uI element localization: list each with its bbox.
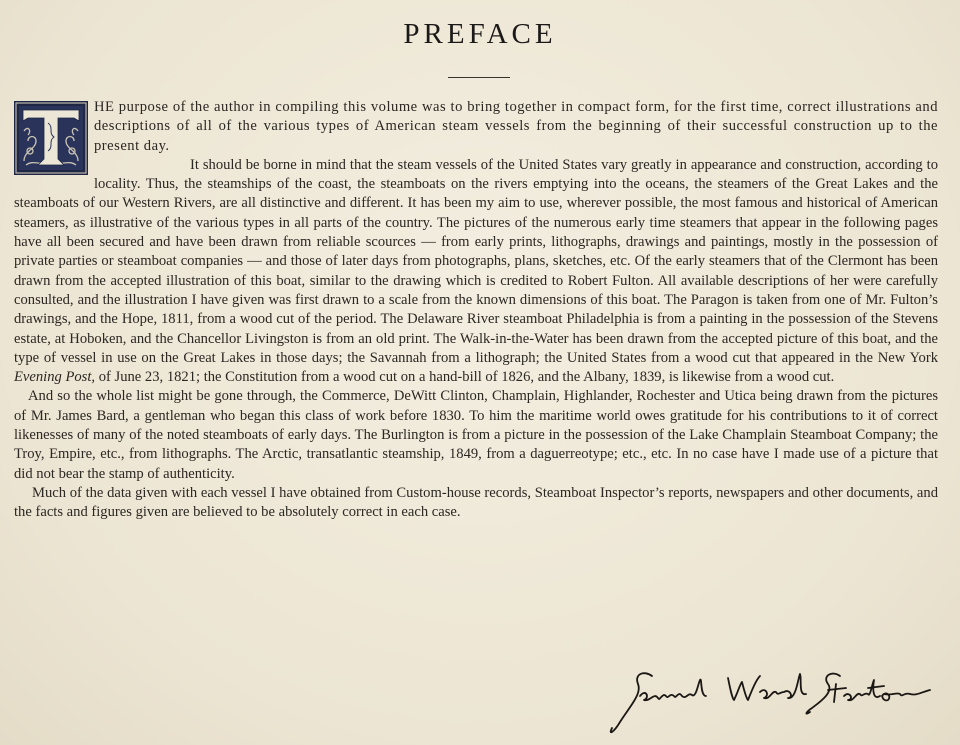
newspaper-title: Evening Post, [14,369,96,386]
paragraph-2-text: It should be borne in mind that the steam vessels of the United States vary greatly in appearance and construction, according to locality. Thus, the steamships of the coast, the steamboats on the rivers emptying into the oceans, the steamers of the Great Lakes and the steamboats of our Western Rivers, are all distinctive and different. It has been my aim to use, wherever possible, the most famous and historical of American steamers, as illustrative of the various types in all parts of the country. The pictures of the numerous early time steamers that appear in the following pages have all been secured and have been drawn from reliable scources — from early prints, lithographs, drawings and paintings, mostly in the possession of private parties or steamboat companies — and those of later days from photographs, plans, sketches, etc. Of the early steamers that of the Clermont has been drawn from the accepted illustration of this boat, similar to the drawing which is credited to Robert Fulton. All available descriptions of her were carefully consulted, and the illustration I have given was first drawn to a scale from the known dimensions of this boat. The Paragon is taken from one of Mr. Fulton’s drawings, and the Hope, 1811, from a wood cut of the period. The Delaware River steamboat Philadelphia is from a painting in the possession of the Stevens estate, at Hoboken, and the Chancellor Livingston is from an old print. The Walk-in-the-Water has been drawn from the accepted picture of this boat, and the type of vessel in use on the Great Lakes in those days; the Savannah from a lithograph; the United States from a wood cut that appeared in the New York [14,156,938,366]
title-divider [448,77,510,78]
paragraph-1 [14,98,938,156]
ornamental-initial-icon [14,101,88,175]
handwritten-signature-icon [600,662,940,740]
preface-body [14,98,938,523]
paragraph-2 [14,156,938,388]
paragraph-3: And so the whole list might be gone through, the Commerce, DeWitt Clinton, Champlain, Highlander, Rochester and Utica being drawn from the pictures of Mr. James Bard, a gentleman who began this class of work before 1830. To him the maritime world owes gratitude for his contributions to it of correct likenesses of many of the noted steamboats of early days. The Burlington is from a picture in the possession of the Lake Champlain Steamboat Company; the Troy, Empire, etc., from lithographs. The Arctic, transatlantic steamship, 1849, from a daguerreotype; etc., etc. In no case have I made use of a picture that did not bear the stamp of authenticity. [14,388,938,482]
paragraph-4: Much of the data given with each vessel I have obtained from Custom-house records, Steamboat Inspector’s reports, newspapers and other documents, and the facts and figures given are believed to be absolutely correct in each case. [14,484,938,521]
paragraph-2-end: of June 23, 1821; the Constitution from a wood cut on a hand-bill of 1826, and the Albany, 1839, is likewise from a wood cut. [98,369,835,386]
paragraph-1-text: HE purpose of the author in compiling this volume was to bring together in compact form, for the first time, correct illustrations and descriptions of all of the various types of American steam vessels from the beginning of their successful construction up to the present day. [94,99,938,154]
author-signature [600,662,940,740]
page-title: PREFACE [403,18,557,50]
